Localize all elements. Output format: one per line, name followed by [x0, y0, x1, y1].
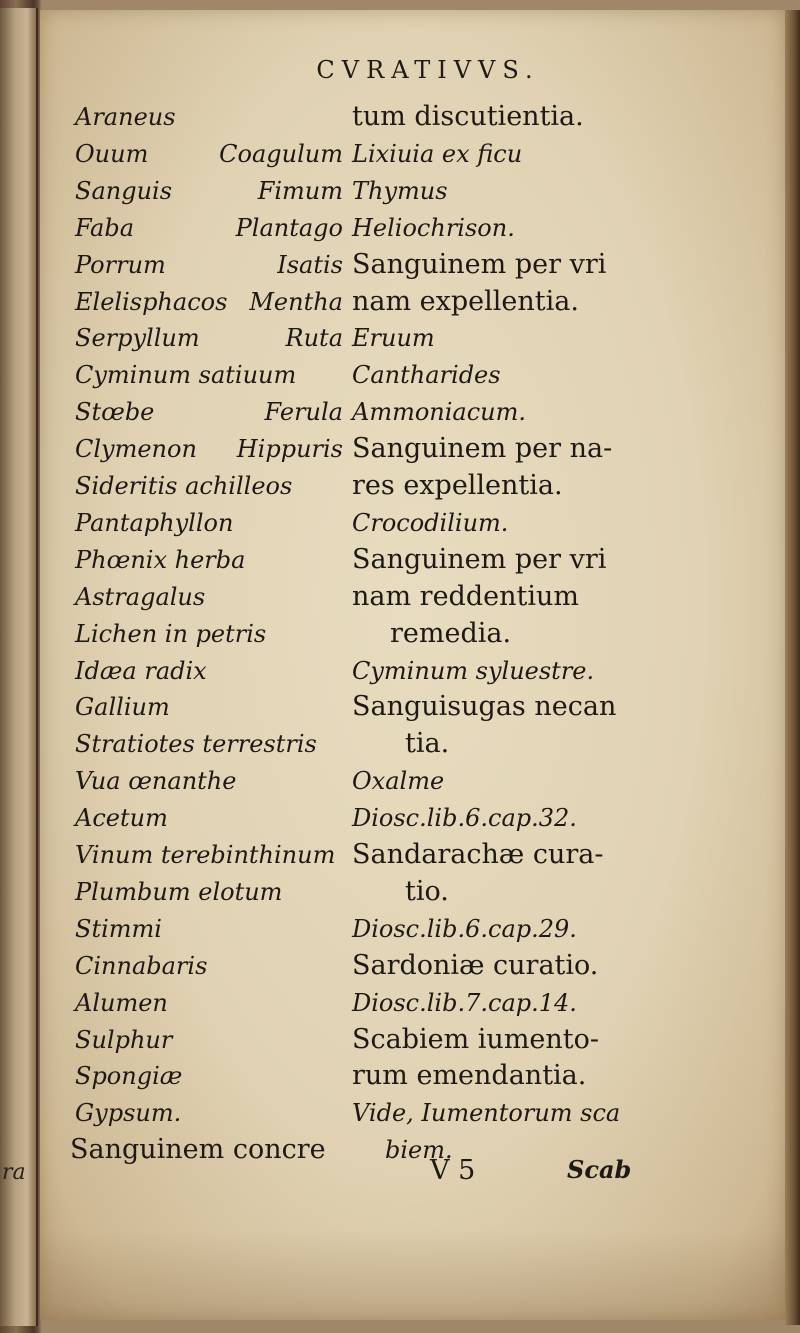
col1-entry: Pantaphyllon	[75, 508, 234, 537]
col2-entry: Eruum	[352, 324, 435, 353]
col2-entry: remedia.	[390, 617, 512, 649]
col2-entry: tum discutientia.	[352, 101, 584, 132]
col2-entry: Lixiuia ex ficu	[352, 139, 523, 168]
col1-entry: Gypsum.	[75, 1099, 182, 1128]
facing-page-edge	[0, 8, 38, 1326]
col2-entry: Sanguisugas necan	[352, 691, 617, 723]
col1-entry: Araneus	[75, 103, 176, 131]
col2-entry: Sanguinem per vri	[352, 248, 607, 280]
col1-entry: Acetum	[75, 804, 168, 833]
col1-entry: Stœbe	[75, 398, 155, 427]
col2-entry: biem.	[385, 1136, 453, 1165]
col2-entry: tio.	[405, 875, 449, 907]
col2-entry: Diosc.lib.7.cap.14.	[352, 988, 577, 1017]
col1b-entry: Ruta	[285, 324, 343, 353]
col2-entry: Sanguinem per vri	[352, 543, 607, 575]
col1-entry: Idæa radix	[75, 656, 207, 685]
col1-entry: Stimmi	[75, 914, 162, 943]
col1-entry: Plumbum elotum	[75, 877, 283, 906]
col2-entry: Diosc.lib.6.cap.29.	[352, 914, 577, 943]
col1-entry: Porrum	[75, 250, 166, 279]
col2-entry: Ammoniacum.	[352, 398, 527, 427]
col1-entry: Sanguis	[75, 176, 173, 205]
col2-entry: nam reddentium	[352, 580, 579, 612]
col2-entry: Oxalme	[352, 767, 445, 796]
col2-entry: res expellentia.	[352, 470, 563, 501]
col1-entry: Astragalus	[75, 582, 206, 611]
col1-entry: Sulphur	[75, 1025, 173, 1054]
col1-entry: Vinum terebinthinum	[75, 841, 336, 869]
col2-entry: Sanguinem per na-	[352, 433, 613, 465]
col1-entry: Ouum	[75, 139, 149, 168]
col2-entry: nam expellentia.	[352, 285, 579, 317]
col1-entry: Cyminum satiuum	[75, 361, 297, 390]
col1-entry: Clymenon	[75, 435, 197, 464]
col1b-entry: Hippuris	[236, 435, 343, 464]
col2-entry: Sandarachæ cura-	[352, 839, 604, 870]
col2-entry: Thymus	[352, 176, 448, 205]
catchword: Scab	[567, 1155, 632, 1184]
col2-entry: rum emendantia.	[352, 1060, 587, 1092]
col2-entry: Cantharides	[352, 361, 501, 390]
col1-entry: Faba	[75, 213, 135, 242]
col1b-entry: Plantago	[235, 213, 343, 242]
col1-entry: Phœnix herba	[75, 545, 246, 574]
col1b-entry: Fimum	[257, 176, 343, 205]
col2-entry: Sardoniæ curatio.	[352, 949, 599, 981]
signature-mark: V 5	[430, 1155, 476, 1186]
col1-entry: Vua œnanthe	[75, 767, 237, 796]
col1-entry: Sanguinem concre	[70, 1134, 326, 1166]
running-head: CVRATIVVS.	[316, 56, 540, 84]
col1-entry: Cinnabaris	[75, 951, 208, 980]
col1-entry: Alumen	[75, 988, 168, 1017]
col2-entry: Vide, Iumentorum sca	[352, 1099, 621, 1128]
col1-entry: Gallium	[75, 693, 170, 722]
col1b-entry: Ferula	[264, 398, 343, 427]
col2-entry: Cyminum syluestre.	[352, 656, 595, 685]
col1-entry: Spongiæ	[75, 1062, 183, 1091]
facing-page-margin-mark: ra	[2, 1160, 26, 1185]
col1-entry: Sideritis achilleos	[75, 472, 293, 500]
col1b-entry: Coagulum	[219, 139, 343, 168]
col2-entry: tia.	[405, 728, 450, 760]
col1-entry: Lichen in petris	[75, 619, 267, 648]
col2-entry: Heliochrison.	[352, 213, 515, 242]
col1b-entry: Mentha	[249, 287, 343, 316]
page-fore-edge	[785, 10, 800, 1325]
col1b-entry: Isatis	[277, 250, 343, 279]
col2-entry: Diosc.lib.6.cap.32.	[352, 804, 577, 833]
col1-entry: Elelisphacos	[75, 287, 228, 316]
col1-entry: Stratiotes terrestris	[75, 730, 317, 759]
col1-entry: Serpyllum	[75, 324, 200, 353]
col2-entry: Scabiem iumento-	[352, 1023, 600, 1055]
col2-entry: Crocodilium.	[352, 508, 509, 537]
